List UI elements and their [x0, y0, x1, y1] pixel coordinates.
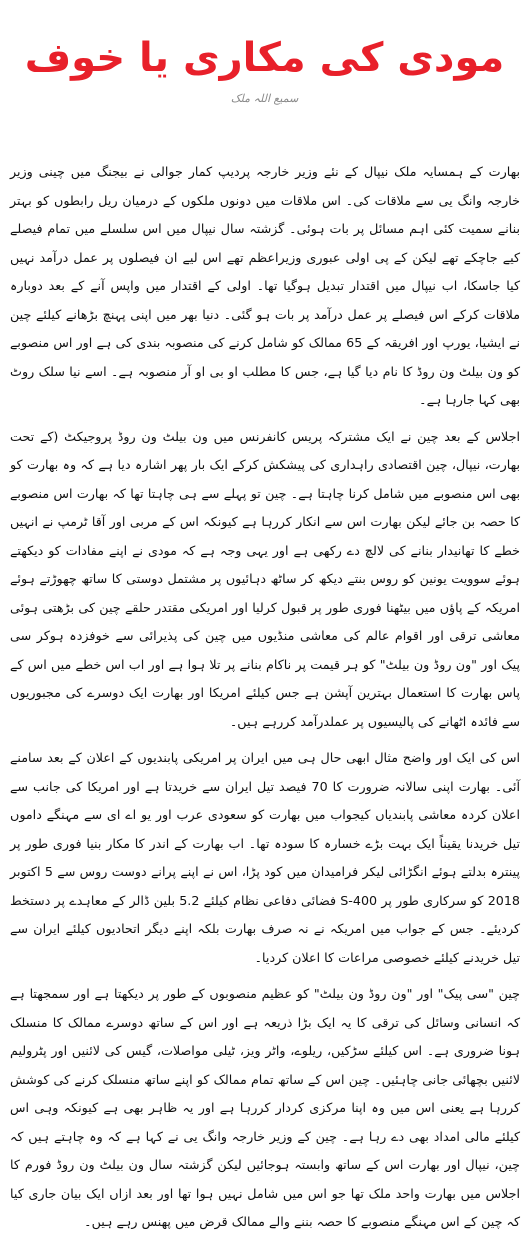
article-title: مودی کی مکاری یا خوف: [24, 35, 505, 81]
paragraph: بھارت کے ہمسایہ ملک نیپال کے نئے وزیر خارجہ پردیپ کمار جوالی نے بیجنگ میں چینی وزیر خارجہ وانگ یی سے ملاقات کی۔ اس ملاقات میں دونوں ملکوں کے درمیان ریل رابطوں کو بہتر بنانے سمیت کئی اہم مسائل پر بات ہوئی۔ گزشتہ سال نیپال میں اس سلسلے میں تمام فیصلے کیے جاچکے تھے لیکن کے پی اولی عبوری وزیراعظم تھے اس لیے ان فیصلوں پر عمل درآمد نہیں کیا جاسکا، اب نیپال میں اقتدار تبدیل ہوگیا تھا۔ اولی کے اقتدار میں واپس آنے کے بعد دوبارہ ملاقات کرکے اس فیصلے پر عمل درآمد پر بات ہو گئی۔ دنیا بھر میں اپنی پہنچ بڑھانے کیلئے چین نے ایشیا، یورپ اور افریقہ کے 65 ممالک کو شامل کرنے کی منصوبہ بندی کی ہے اور اس منصوبے کو ون بیلٹ ون روڈ کا نام دیا گیا ہے، جس کا مطلب او بی او آر منصوبہ ہے۔ اسے نیا سلک روٹ بھی کہا جارہا ہے۔: [10, 164, 520, 407]
paragraph: اجلاس کے بعد چین نے ایک مشترکہ پریس کانفرنس میں ون بیلٹ ون روڈ پروجیکٹ (کے تحت بھارت، نیپال، چین اقتصادی راہداری کی پیشکش کرکے ایک بار پھر اشارہ دیا ہے کہ وہ بھارت کو بھی اس منصوبے میں شامل کرنا چاہتا ہے۔ چین تو پہلے سے ہی چاہتا تھا کہ بھارت اس منصوبے کا حصہ بن جائے لیکن بھارت اس سے انکار کررہا ہے کیونکہ اس کے مربی اور آقا ٹرمپ نے انہیں خطے کا تھانیدار بنانے کی لالچ دے رکھی ہے اور یہی وجہ ہے کہ مودی نے اپنے مفادات کو دیکھتے ہوئے سوویت یونین کو روس بنتے دیکھ کر ساٹھ دہائیوں پر مشتمل دوستی کا ساتھ چھوڑتے ہوئے امریکہ کے پاؤں میں بیٹھنا فوری طور پر قبول کرلیا اور امریکی مقتدر حلقے چین کی بڑھتی ہوئی معاشی ترقی اور اقوام عالم کی معاشی منڈیوں میں چین کی پذیرائی سے خوفزدہ ہوکر سی پیک اور "ون روڈ ون بیلٹ" کو ہر قیمت پر ناکام بنانے پر تلا ہوا ہے اور اب اس خطے میں اس کے پاس بھارت کا استعمال بہترین آپشن ہے جس کیلئے امریکا اور بھارت ایک دوسرے کی مجبوریوں سے فائدہ اٹھانے کی پالیسیوں پر عملدرآمد کررہے ہیں۔: [10, 428, 520, 729]
paragraph: چین "سی پیک" اور "ون روڈ ون بیلٹ" کو عظیم منصوبوں کے طور پر دیکھتا ہے اور سمجھتا ہے کہ انسانی وسائل کی ترقی کا یہ ایک بڑا ذریعہ ہے اور اس کے ساتھ دوسرے ممالک کا منسلک ہونا ضروری ہے۔ اس کیلئے سڑکیں، ریلوے، واٹر ویز، ٹیلی مواصلات، گیس کی لائنیں اور پٹرولیم لائنیں بچھائی جانی چاہئیں۔ چین اس کے ساتھ تمام ممالک کو اپنے ساتھ منسلک کرنے کی کوشش کررہا ہے یعنی اس میں وہ اپنا مرکزی کردار کررہا ہے اور یہ ظاہر بھی ہے کیونکہ وہی اس کیلئے مالی امداد بھی دے رہا ہے۔ چین کے وزیر خارجہ وانگ یی نے کہا ہے کہ وہ چاہتے ہیں کہ چین، نیپال اور بھارت اس کے ساتھ وابستہ ہوجائیں لیکن گزشتہ سال ون بیلٹ ون روڈ فورم کا اجلاس میں بھارت واحد ملک تھا جو اس میں شامل نہیں ہوا تھا اور بعد ازاں ایک بیان جاری کیا کہ چین کے اس مہنگے منصوبے کا حصہ بننے والے ممالک قرض میں پھنس رہے ہیں۔: [10, 986, 520, 1229]
author-byline: سمیع اللہ ملک: [230, 92, 299, 105]
article-body: [10, 158, 520, 1245]
paragraph: اس کی ایک اور واضح مثال ابھی حال ہی میں ایران پر امریکی پابندیوں کے اعلان کے بعد سامنے آئی۔ بھارت اپنی سالانہ ضرورت کا 70 فیصد تیل ایران سے خریدتا ہے اور امریکا کی جانب سے اعلان کردہ معاشی پابندیاں کیجواب میں بھارت کو سعودی عرب اور یو اے ای سے مہنگے داموں تیل خریدنا یقیناً ایک بہت بڑے خسارہ کا سودہ تھا۔ اب بھارت کے اندر کا مکار بنیا فوری طور پر پینترہ بدلتے ہوئے انگڑائی لیکر فرامیدان میں کود پڑا، اس نے اپنے پرانے دوست روس سے 5 اکتوبر 2018 کو سرکاری طور پر S-400 فضائی دفاعی نظام کیلئے 5.2 بلین ڈالر کے معاہدے پر دستخط کردیئے۔ جس کے جواب میں امریکہ نے نہ صرف بھارت بلکہ اپنے دیگر اتحادیوں کیلئے ایران سے تیل خریدنے کیلئے خصوصی مراعات کا اعلان کردیا۔: [10, 750, 521, 965]
